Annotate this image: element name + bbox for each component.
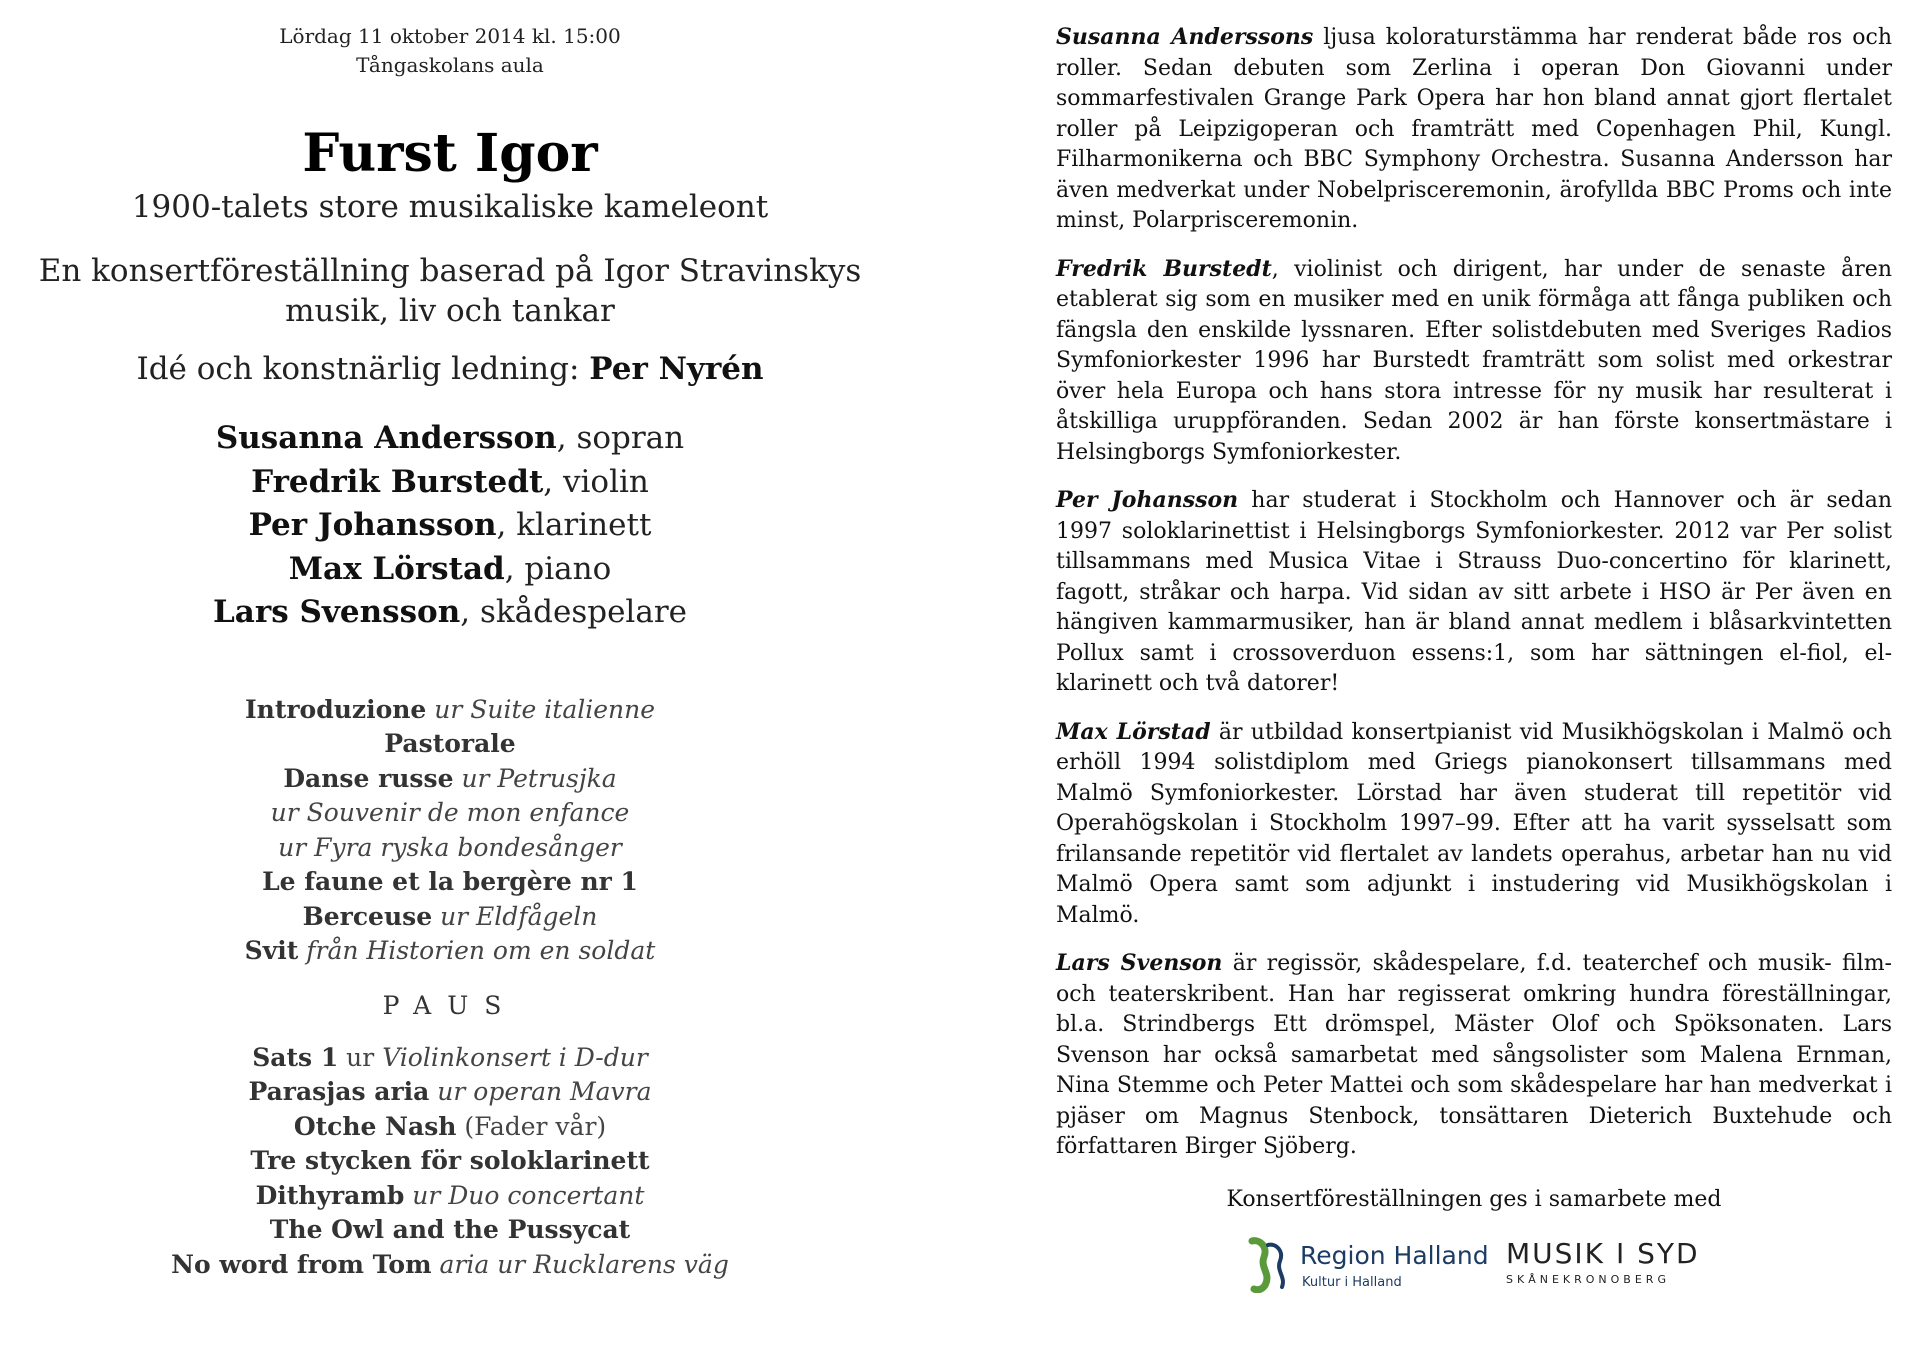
performer: [20, 461, 880, 505]
program-item: [20, 1213, 880, 1248]
program-source: ur Souvenir de mon enfance: [270, 798, 630, 827]
program-item: [20, 1075, 880, 1110]
musik-i-syd-name: MUSIK I SYD: [1506, 1236, 1700, 1270]
bio-name: Lars Svenson: [1056, 950, 1223, 976]
bio-paragraph: [1056, 254, 1892, 469]
description-line-2: musik, liv och tankar: [285, 293, 615, 329]
program-source: aria ur Rucklarens väg: [439, 1249, 729, 1279]
program-source: Violinkonsert i D-dur: [382, 1042, 648, 1072]
program-work: The Owl and the Pussycat: [269, 1215, 631, 1244]
program-item: [20, 934, 880, 969]
concert-title: Furst Igor: [302, 123, 598, 184]
performer-name: Susanna Andersson: [215, 420, 557, 456]
performer: [20, 548, 880, 592]
region-halland-subtitle: Kultur i Halland: [1302, 1274, 1402, 1290]
program-item: [20, 796, 880, 831]
performers-list: [20, 417, 880, 635]
program-work: Otche Nash: [293, 1111, 457, 1141]
artistic-direction-label: Idé och konstnärlig ledning:: [136, 351, 580, 387]
musik-i-syd-subtitle: SKÅNEKRONOBERG: [1506, 1272, 1670, 1286]
program-work: Le faune et la bergère nr 1: [262, 867, 638, 896]
program-note: (Fader vår): [464, 1111, 607, 1141]
concert-description: [20, 251, 880, 331]
program-work: Berceuse: [302, 901, 433, 931]
bio-paragraph: [1056, 717, 1892, 932]
bio-paragraph: [1056, 485, 1892, 700]
bio-text: är utbildad konsertpianist vid Musikhögskolan i Malmö och erhöll 1994 solistdiplom med Griegs pianokonsert tillsammans med Malmö Symfoniorkester. Lörstad har även studerat till repetitör vid Operahögskolan i Stockholm 1997–99. Efter att ha varit sysselsatt som frilansande repetitör vid flertalet av landets operahus, arbetar han nu vid Malmö Opera samt som adjunkt i instudering vid Musikhögskolan i Malmö.: [1056, 719, 1892, 928]
bio-text: ljusa koloraturstämma har renderat både ros och roller. Sedan debuten som Zerlina i operan Don Giovanni under sommarfestivalen Grange Park Opera har hon bland annat gjort flertalet roller på Leipzigoperan och framträtt med Copenhagen Phil, Kungl. Filharmonikerna och BBC Symphony Orchestra. Susanna Andersson har även medverkat under Nobelprisceremonin, ärofyllda BBC Proms och inte minst, Polarprisceremonin.: [1056, 25, 1892, 233]
program-work: Svit: [244, 936, 299, 965]
program-work: Danse russe: [283, 763, 454, 793]
description-line-1: En konsertföreställning baserad på Igor Stravinskys: [38, 253, 862, 289]
performer-name: Fredrik Burstedt: [251, 463, 544, 500]
artistic-director-name: Per Nyrén: [589, 351, 764, 387]
program-work: No word from Tom: [171, 1249, 432, 1279]
event-info: [20, 22, 880, 80]
performer-name: Max Lörstad: [288, 550, 505, 587]
bio-paragraph: [1056, 948, 1892, 1163]
performer-role: , piano: [504, 550, 612, 587]
program-source: ur Eldfågeln: [440, 901, 598, 931]
performer-role: , skådespelare: [460, 594, 687, 630]
program-source: ur Suite italienne: [434, 694, 656, 724]
program-work: Parasjas aria: [248, 1077, 430, 1106]
bio-name: Max Lörstad: [1056, 718, 1211, 745]
program-work: Tre stycken för soloklarinett: [250, 1146, 650, 1175]
performer-role: , klarinett: [496, 507, 652, 543]
event-venue: Tångaskolans aula: [356, 53, 544, 77]
bio-name: Fredrik Burstedt: [1056, 255, 1272, 282]
pause-heading: PAUS: [382, 990, 518, 1020]
program-work: Pastorale: [384, 729, 516, 758]
bio-text: har studerat i Stockholm och Hannover och är sedan 1997 soloklarinettist i Helsingborgs Symfoniorkester. 2012 var Per solist tillsammans med Musica Vitae i Strauss Duo-concertino för klarinett, fagott, stråkar och harpa. Vid sidan av sitt arbete i HSO är Per även en hängiven kammarmusiker, han är bland annat medlem i blåsarkvintetten Pollux samt i crossoverduon essens:1, som har sättningen el-fiol, el-klarinett och två datorer!: [1056, 488, 1893, 696]
program-item: [20, 1248, 880, 1283]
program-item: [20, 1179, 880, 1214]
performer-name: Lars Svensson: [213, 594, 461, 630]
bio-name: Susanna Anderssons: [1056, 24, 1314, 50]
cooperation-note: Konsertföreställningen ges i samarbete med: [1226, 1186, 1722, 1212]
program-source: ur Duo concertant: [412, 1180, 645, 1210]
program-item: [20, 762, 880, 797]
program-item: [20, 1144, 880, 1179]
performer: [20, 417, 880, 461]
program-note: ur: [346, 1042, 375, 1072]
performer-name: Per Johansson: [248, 507, 497, 543]
program-item: [20, 727, 880, 762]
musik-i-syd-logo: [1506, 1237, 1700, 1297]
left-column: [20, 22, 880, 1282]
program-item: [20, 865, 880, 900]
performer: [20, 504, 880, 548]
event-date: Lördag 11 oktober 2014 kl. 15:00: [279, 24, 621, 48]
region-halland-name: Region Halland: [1300, 1240, 1489, 1270]
program-work: Sats 1: [252, 1042, 339, 1072]
performer-role: , sopran: [556, 420, 685, 456]
right-column: [1056, 22, 1892, 1305]
bio-text: är regissör, skådespelare, f.d. teaterchef och musik- film- och teaterskribent. Han har regisserat omkring hundra föreställningar, bl.a. Strindbergs Ett drömspel, Mäster Olof och Spöksonaten. Lars Svenson har också samarbetat med sångsolister som Malena Ernman, Nina Stemme och Peter Mattei och som skådespelare har han medverkat i pjäser om Magnus Stenbock, tonsättaren Dieterich Buxtehude och författaren Birger Sjöberg.: [1056, 951, 1892, 1159]
region-halland-emblem-icon: [1246, 1237, 1296, 1293]
bio-paragraph: [1056, 22, 1892, 237]
program-work: Introduzione: [244, 694, 427, 724]
program-source: från Historien om en soldat: [306, 936, 656, 965]
bio-name: Per Johansson: [1056, 487, 1239, 513]
program-source: ur Fyra ryska bondesånger: [278, 832, 622, 862]
bio-text: , violinist och dirigent, har under de senaste åren etablerat sig som en musiker med en unik förmåga att fånga publiken och fängsla den enskilde lyssnaren. Efter solistdebuten med Sveriges Radios Symfoniorkester 1996 har Burstedt framträtt som solist med orkestrar över hela Europa och hans stora intresse för ny musik har resulterat i åtskilliga uruppföranden. Sedan 2002 är han förste konsertmästare i Helsingborgs Symfoniorkester.: [1056, 256, 1892, 465]
sponsor-logos: [1056, 1235, 1892, 1305]
program-item: [20, 1110, 880, 1145]
program-source: ur operan Mavra: [437, 1077, 652, 1106]
performer: [20, 591, 880, 635]
program-item: [20, 1041, 880, 1076]
concert-subtitle: 1900-talets store musikaliske kameleont: [131, 189, 769, 225]
program-item: [20, 900, 880, 935]
program-source: ur Petrusjka: [461, 763, 617, 793]
program-item: [20, 831, 880, 866]
performer-role: , violin: [543, 463, 649, 500]
program-list: [20, 693, 880, 1283]
program-work: Dithyramb: [255, 1180, 405, 1210]
program-item: [20, 693, 880, 728]
artistic-direction: [20, 349, 880, 389]
